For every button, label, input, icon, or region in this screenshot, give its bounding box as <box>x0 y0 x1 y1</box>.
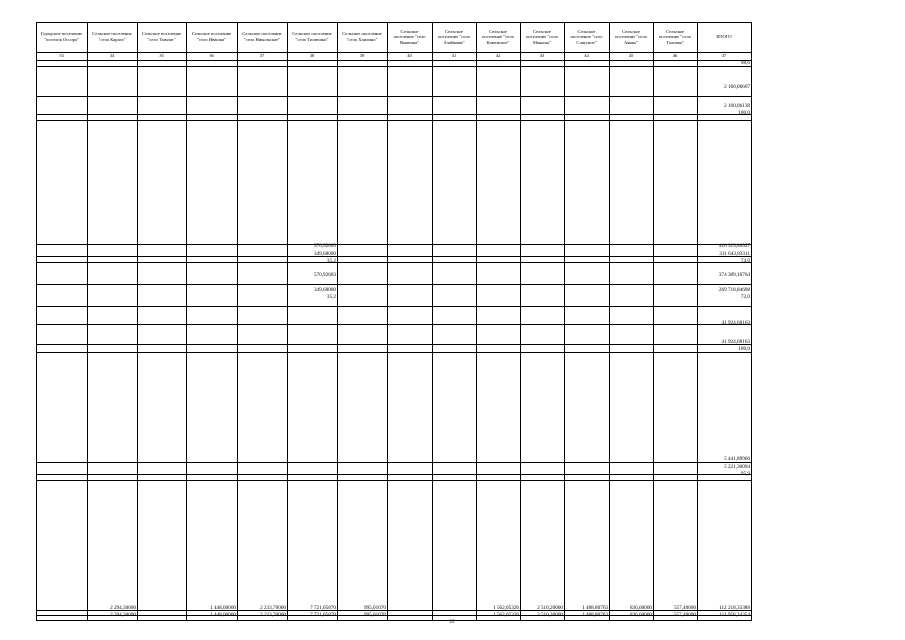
column-divider <box>564 22 565 620</box>
total-cell: 311 643,83311 <box>719 251 750 257</box>
total-cell: 41 924,68163 <box>721 320 750 326</box>
total-cell: 2 160,06138 <box>724 103 750 109</box>
total-cell: 95,9 <box>740 471 750 477</box>
total-cell: 98,6 <box>740 60 750 66</box>
column-header-total: ИТОГО <box>716 34 732 40</box>
column-divider <box>653 22 654 620</box>
value-cell: 836,60000 <box>629 612 652 618</box>
value-cell: 1 562,05326 <box>493 605 519 611</box>
page-number: 25 <box>449 620 455 625</box>
row-divider <box>36 256 752 257</box>
total-cell: 72,0 <box>740 294 750 300</box>
column-divider <box>476 22 477 620</box>
column-header: Сельское поселение "село Каменское" <box>481 28 515 45</box>
total-cell: 416 313,86927 <box>718 243 750 249</box>
row-divider <box>36 66 752 67</box>
column-number: 45 <box>628 53 634 58</box>
column-number: 46 <box>672 53 678 58</box>
column-header: Сельское поселение "село Тиличики" <box>292 31 332 42</box>
column-divider <box>387 22 388 620</box>
number-row-divider <box>36 60 752 61</box>
column-header: Сельское поселение "село Слаутное" <box>570 28 603 45</box>
column-number: 36 <box>209 53 214 58</box>
column-header: Сельское поселение "село Карага" <box>92 31 132 42</box>
column-header: Городское поселение "поселок Оссора" <box>40 31 83 42</box>
column-number: 39 <box>359 53 365 58</box>
value-cell: 995,01070 <box>363 612 386 618</box>
column-divider <box>237 22 238 620</box>
column-number: 44 <box>584 53 589 58</box>
column-header: Сельское поселение "село Никольское" <box>242 31 282 42</box>
value-cell: 557,40000 <box>673 605 696 611</box>
column-header: Сельское поселение "село Аянка" <box>614 28 648 45</box>
value-cell: 349,68000 <box>313 251 336 257</box>
column-divider <box>186 22 187 620</box>
column-header: Сельское поселение "село Хаилино" <box>342 31 382 42</box>
column-header: Сельское поселение "село Таловка" <box>658 28 692 45</box>
value-cell: 1 488,80763 <box>582 605 608 611</box>
column-header: Сельское поселение "село Ивашка" <box>191 31 232 42</box>
column-divider <box>609 22 610 620</box>
column-divider <box>87 22 88 620</box>
value-cell: 349,68000 <box>313 287 336 293</box>
value-cell: 570,92603 <box>313 243 336 249</box>
value-cell: 2 510,20000 <box>537 605 563 611</box>
value-cell: 35,2 <box>326 294 336 300</box>
value-cell: 7 721,05870 <box>310 612 336 618</box>
row-divider <box>36 244 752 245</box>
total-cell: 112 218,33388 <box>719 605 750 611</box>
total-cell: 2 160,06667 <box>724 84 750 90</box>
row-divider <box>36 474 752 475</box>
total-cell: 269 718,84608 <box>718 287 750 293</box>
column-divider <box>137 22 138 620</box>
column-header: Сельское поселение "село Вывенка" <box>393 28 426 45</box>
column-number: 38 <box>309 53 315 58</box>
value-cell: 1 448,00000 <box>210 612 236 618</box>
row-divider <box>36 306 752 307</box>
row-divider <box>36 96 752 97</box>
column-header: Сельское поселение "село Манилы" <box>525 28 559 45</box>
value-cell: 995,01070 <box>363 605 386 611</box>
total-cell: 100,0 <box>738 346 750 352</box>
column-number: 33 <box>59 53 64 58</box>
row-divider <box>36 262 752 263</box>
value-cell: 35,2 <box>326 258 336 264</box>
column-number: 41 <box>451 53 457 58</box>
value-cell: 1 562,05326 <box>493 612 519 618</box>
column-number: 35 <box>159 53 164 58</box>
total-cell: 111 956,24354 <box>719 612 750 618</box>
total-cell: 5 221,30094 <box>724 464 750 470</box>
row-divider <box>36 352 752 353</box>
value-cell: 2 510,20000 <box>537 612 563 618</box>
value-cell: 2 294,30000 <box>110 612 136 618</box>
column-divider <box>337 22 338 620</box>
total-cell: 374 389,10764 <box>718 272 750 278</box>
column-number: 47 <box>721 53 727 58</box>
value-cell: 2 233,70000 <box>260 605 286 611</box>
column-number: 42 <box>495 53 501 58</box>
row-divider <box>36 344 752 345</box>
table-border-right <box>751 22 752 620</box>
row-divider <box>36 324 752 325</box>
row-divider <box>36 462 752 463</box>
value-cell: 570,92603 <box>313 272 336 278</box>
row-divider <box>36 114 752 115</box>
value-cell: 1 488,80763 <box>582 612 608 618</box>
column-divider <box>520 22 521 620</box>
column-header: Сельское поселение "село Тымлат" <box>141 31 182 42</box>
column-divider <box>287 22 288 620</box>
value-cell: 836,60000 <box>629 605 652 611</box>
row-divider <box>36 284 752 285</box>
total-cell: 5 441,89966 <box>724 456 750 462</box>
total-cell: 41 924,68163 <box>721 339 750 345</box>
table-border-left <box>36 22 37 620</box>
value-cell: 557,40000 <box>673 612 696 618</box>
column-number: 37 <box>259 53 265 58</box>
row-divider <box>36 480 752 481</box>
row-divider <box>36 120 752 121</box>
column-number: 43 <box>539 53 545 58</box>
value-cell: 7 721,05870 <box>310 605 336 611</box>
value-cell: 2 294,30000 <box>110 605 136 611</box>
column-number: 34 <box>109 53 115 58</box>
value-cell: 1 448,00000 <box>210 605 236 611</box>
total-cell: 74,0 <box>740 258 750 264</box>
column-number: 40 <box>407 53 412 58</box>
table-border-bottom <box>36 620 752 621</box>
column-divider <box>432 22 433 620</box>
column-header: Сельское поселение "село Ачайваям" <box>437 28 471 45</box>
value-cell: 2 233,70000 <box>260 612 286 618</box>
total-cell: 100,0 <box>738 110 750 116</box>
